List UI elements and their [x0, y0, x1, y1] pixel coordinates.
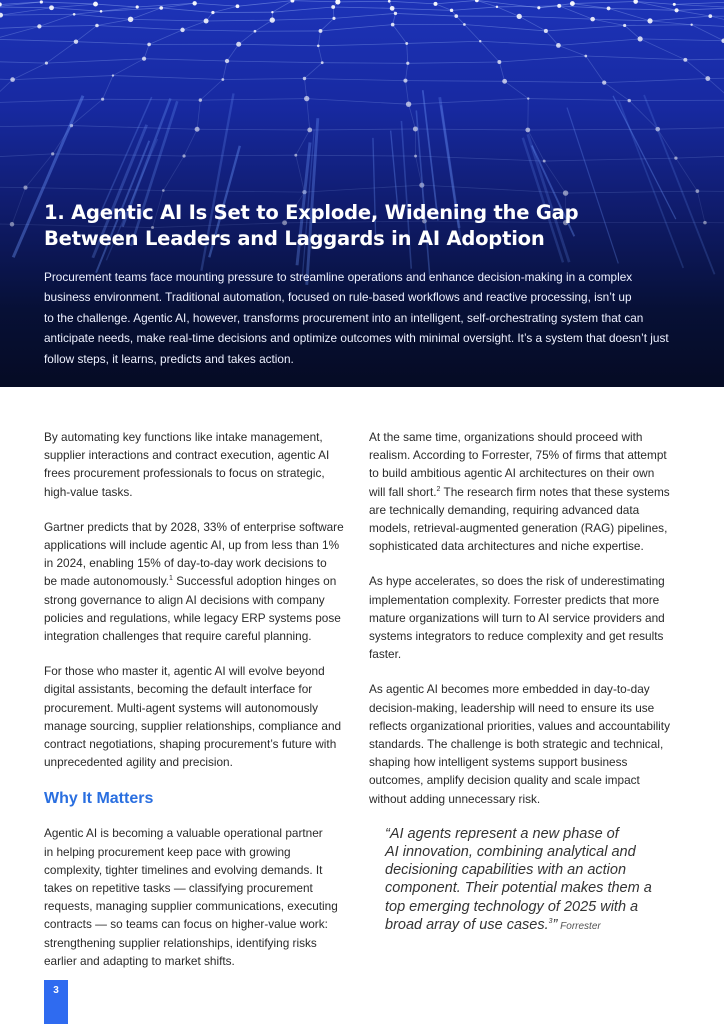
mesh-node	[602, 81, 606, 85]
mesh-link	[195, 3, 238, 6]
intro-line: anticipate needs, make real-time decisions and optimize outcomes with minimal oversight. It’s a system that doesn’t just	[44, 331, 669, 346]
hero-banner	[0, 0, 724, 387]
footnote-ref: 2	[436, 485, 441, 493]
mesh-link	[296, 155, 305, 192]
mesh-link	[333, 7, 392, 8]
mesh-link	[52, 4, 96, 8]
mesh-link	[183, 30, 255, 31]
mesh-link	[609, 8, 650, 20]
mesh-node	[192, 1, 196, 5]
mesh-link	[604, 79, 708, 83]
mesh-node	[147, 43, 151, 47]
mesh-link	[39, 26, 97, 27]
mesh-node	[23, 186, 27, 190]
mesh-link	[41, 2, 95, 4]
mesh-link	[625, 25, 692, 26]
left-column	[44, 428, 356, 987]
mesh-node	[40, 0, 43, 3]
mesh-node	[479, 40, 481, 42]
mesh-link	[318, 46, 322, 63]
mesh-node	[10, 77, 15, 82]
mesh-node	[10, 222, 14, 226]
mesh-node	[584, 55, 587, 58]
mesh-link	[572, 2, 635, 4]
mesh-link	[52, 8, 102, 12]
mesh-node	[303, 77, 306, 80]
mesh-link	[200, 99, 306, 101]
mesh-node	[236, 4, 240, 8]
mesh-node	[180, 28, 184, 32]
mesh-link	[97, 26, 183, 30]
mesh-node	[703, 221, 707, 225]
mesh-node	[450, 9, 453, 12]
pull-quote: “AI agents represent a new phase of AI innovation, combining analytical and decisioning capabilities with an action component. Their potential makes them a top emerging technology of 2025 with a broad array of use cases.$^3$” Forrester	[385, 825, 652, 933]
mesh-link	[650, 21, 692, 25]
mesh-link	[0, 80, 13, 103]
mesh-link	[320, 18, 333, 31]
mesh-node	[388, 0, 391, 3]
mesh-link	[546, 25, 625, 30]
mesh-link	[705, 223, 724, 224]
mesh-node	[37, 24, 41, 28]
mesh-link	[74, 11, 101, 14]
mesh-node	[254, 30, 257, 33]
mesh-link	[304, 63, 322, 79]
mesh-link	[206, 20, 272, 21]
intro-paragraph	[44, 267, 684, 369]
mesh-node	[683, 58, 687, 62]
mesh-node	[406, 101, 411, 106]
mesh-link	[227, 44, 239, 61]
mesh-link	[0, 7, 52, 8]
mesh-link	[408, 62, 500, 63]
mesh-node	[696, 189, 700, 193]
mesh-link	[183, 21, 207, 30]
mesh-link	[546, 31, 559, 45]
why-it-matters-heading: Why It Matters	[44, 790, 154, 808]
mesh-node	[537, 6, 540, 9]
mesh-link	[113, 76, 223, 80]
mesh-link	[292, 1, 337, 2]
mesh-link	[558, 45, 585, 56]
quote-source: Forrester	[557, 920, 601, 932]
paragraph: At the same time, organizations should proceed with realism. According to Forrester, 75% of firms that attempt to build ambitious agentic AI architectures on their own will fall short.$^2$ The research firm notes that these systems are technically demanding, requiring advanced data models, retrieval-augmented generation (RAG) pipelines, sophisticated data architectures and niche expertise.	[369, 430, 670, 554]
mesh-link	[197, 100, 200, 129]
mesh-node	[543, 160, 546, 163]
mesh-link	[1, 8, 52, 15]
mesh-link	[609, 8, 677, 10]
mesh-link	[322, 63, 408, 64]
mesh-link	[163, 190, 304, 192]
mesh-link	[692, 25, 724, 28]
mesh-node	[195, 127, 200, 132]
mesh-link	[497, 7, 519, 16]
mesh-link	[389, 1, 435, 4]
mesh-link	[528, 129, 658, 130]
mesh-link	[25, 154, 52, 188]
mesh-link	[161, 8, 213, 13]
mesh-link	[629, 101, 657, 130]
mesh-node	[51, 152, 54, 155]
mesh-link	[409, 99, 529, 105]
mesh-link	[13, 63, 47, 79]
mesh-node	[496, 6, 498, 8]
mesh-link	[405, 63, 407, 80]
mesh-node	[638, 36, 643, 41]
mesh-link	[296, 155, 416, 156]
mesh-link	[304, 185, 421, 192]
mesh-node	[136, 5, 139, 8]
mesh-link	[113, 59, 144, 76]
mesh-link	[625, 25, 640, 38]
mesh-link	[318, 31, 320, 46]
mesh-link	[239, 44, 319, 46]
mesh-node	[475, 0, 479, 2]
mesh-node	[527, 97, 529, 99]
mesh-link	[0, 26, 39, 30]
mesh-node	[556, 43, 561, 48]
mesh-link	[392, 8, 451, 10]
mesh-link	[71, 126, 197, 130]
section-title	[44, 200, 684, 252]
mesh-node	[221, 78, 224, 81]
mesh-link	[255, 20, 272, 31]
mesh-node	[497, 60, 501, 64]
mesh-link	[97, 19, 131, 25]
mesh-link	[677, 10, 711, 16]
mesh-link	[318, 43, 406, 45]
mesh-link	[184, 129, 197, 156]
intro-line: follow steps, it learns, predicts and takes action.	[44, 351, 294, 366]
mesh-link	[393, 25, 407, 44]
mesh-link	[505, 81, 529, 98]
mesh-link	[405, 81, 504, 82]
mesh-node	[463, 23, 466, 26]
page-number: 3	[44, 980, 68, 1024]
mesh-link	[586, 56, 686, 60]
mesh-node	[405, 42, 408, 45]
footnote-ref: 1	[169, 575, 173, 583]
mesh-link	[213, 6, 238, 12]
mesh-link	[559, 6, 592, 19]
mesh-node	[182, 154, 185, 157]
mesh-link	[272, 7, 333, 12]
mesh-link	[415, 129, 527, 130]
mesh-link	[197, 129, 310, 130]
mesh-node	[403, 79, 407, 83]
mesh-link	[310, 129, 416, 130]
mesh-link	[101, 8, 161, 11]
mesh-link	[499, 62, 504, 81]
mesh-node	[674, 156, 677, 159]
mesh-link	[505, 81, 605, 82]
mesh-node	[211, 11, 214, 14]
mesh-link	[499, 56, 585, 62]
mesh-link	[674, 2, 724, 4]
mesh-link	[677, 8, 724, 11]
mesh-node	[225, 59, 229, 63]
mesh-node	[673, 3, 676, 6]
mesh-node	[406, 62, 409, 65]
mesh-node	[95, 24, 99, 28]
mesh-node	[433, 2, 437, 6]
mesh-link	[239, 31, 255, 44]
mesh-link	[13, 76, 113, 80]
mesh-link	[407, 43, 408, 63]
mesh-link	[53, 154, 184, 156]
mesh-link	[223, 61, 227, 79]
paragraph: Gartner predicts that by 2028, 33% of enterprise software applications will include agentic AI, up from less than 1% in 2024, enabling 15% of day-to-day work decisions to be made autonomously.$^1$ Successful adoption hinges on strong governance to align AI decisions with company policies and regulations, while legacy ERP systems pose integration challenges that require careful planning.	[44, 519, 344, 644]
mesh-node	[690, 24, 692, 26]
mesh-node	[162, 189, 165, 192]
mesh-link	[307, 99, 409, 105]
mesh-link	[640, 39, 685, 60]
mesh-link	[604, 83, 629, 101]
mesh-link	[708, 77, 724, 79]
mesh-node	[517, 14, 522, 19]
light-streak	[391, 131, 398, 209]
mesh-node	[128, 17, 133, 22]
mesh-link	[395, 13, 456, 16]
mesh-link	[46, 59, 144, 63]
mesh-node	[319, 29, 323, 33]
mesh-node	[93, 2, 98, 7]
mesh-link	[46, 42, 76, 63]
intro-line: Procurement teams face mounting pressure to streamline operations and enhance decision-making in a complex	[44, 270, 633, 284]
mesh-link	[685, 59, 724, 60]
mesh-link	[74, 14, 130, 19]
mesh-link	[405, 81, 408, 105]
mesh-node	[304, 96, 309, 101]
mesh-node	[332, 17, 335, 20]
mesh-node	[294, 154, 297, 157]
mesh-node	[199, 98, 202, 101]
footnote-ref: 3	[548, 918, 553, 926]
mesh-link	[407, 41, 481, 43]
mesh-link	[566, 191, 698, 193]
mesh-link	[435, 4, 451, 10]
mesh-node	[414, 155, 417, 158]
mesh-node	[270, 17, 275, 22]
mesh-link	[544, 158, 676, 161]
mesh-link	[708, 79, 724, 101]
mesh-node	[705, 76, 710, 81]
mesh-node	[628, 99, 631, 102]
mesh-link	[658, 127, 724, 129]
mesh-link	[480, 41, 499, 62]
mesh-node	[647, 18, 652, 23]
mesh-link	[692, 25, 724, 41]
mesh-node	[394, 12, 397, 15]
mesh-link	[96, 4, 138, 7]
mesh-link	[452, 7, 497, 10]
mesh-link	[0, 186, 25, 188]
mesh-node	[73, 13, 76, 16]
mesh-node	[674, 8, 678, 12]
mesh-node	[708, 14, 712, 18]
mesh-node	[0, 13, 3, 18]
mesh-link	[149, 30, 182, 45]
mesh-node	[590, 17, 595, 22]
title-line: 1. Agentic AI Is Set to Explode, Widening the Gap	[44, 201, 579, 224]
mesh-node	[49, 5, 54, 10]
mesh-link	[0, 39, 76, 41]
mesh-node	[290, 0, 294, 3]
mesh-link	[12, 188, 25, 225]
mesh-link	[1, 14, 75, 15]
mesh-node	[544, 29, 548, 33]
mesh-node	[317, 44, 320, 47]
mesh-link	[674, 4, 724, 7]
mesh-link	[304, 78, 405, 80]
mesh-link	[39, 14, 74, 26]
mesh-node	[502, 79, 507, 84]
mesh-node	[236, 42, 241, 47]
mesh-node	[271, 11, 273, 13]
mesh-link	[144, 59, 227, 61]
mesh-node	[557, 4, 561, 8]
mesh-link	[586, 56, 604, 83]
mesh-link	[464, 24, 480, 41]
mesh-link	[338, 1, 389, 2]
mesh-node	[101, 98, 104, 101]
mesh-node	[112, 74, 114, 76]
mesh-node	[633, 0, 638, 4]
mesh-node	[74, 39, 78, 43]
mesh-link	[163, 156, 184, 191]
mesh-link	[137, 3, 194, 7]
mesh-link	[640, 39, 723, 41]
mesh-link	[697, 191, 724, 192]
intro-line: to the challenge. Agentic AI, however, transforms procurement into an intelligent, self-orchestrating system that can	[44, 310, 644, 325]
mesh-node	[623, 24, 626, 27]
mesh-link	[0, 99, 103, 103]
mesh-node	[607, 7, 611, 11]
mesh-node	[45, 62, 48, 65]
mesh-link	[464, 24, 545, 30]
mesh-link	[223, 78, 305, 79]
mesh-link	[272, 18, 334, 20]
mesh-link	[76, 26, 97, 42]
mesh-link	[676, 154, 724, 158]
mesh-link	[131, 19, 207, 21]
mesh-link	[480, 41, 558, 45]
mesh-node	[321, 61, 324, 64]
mesh-node	[100, 10, 103, 13]
mesh-node	[525, 128, 530, 133]
mesh-link	[435, 0, 476, 3]
mesh-link	[25, 188, 163, 191]
mesh-link	[0, 154, 53, 160]
mesh-link	[697, 191, 705, 222]
mesh-node	[390, 6, 395, 11]
paragraph: Agentic AI is becoming a valuable operational partner in helping procurement keep pace with growing complexity, tighter timelines and evolving demands. It takes on repetitive tasks — classifying procurement requests, managing supplier communications, executing contracts — so teams can focus on higher-value work: strengthening supplier relationships, identifying risks earlier and adapting to market shifts.	[44, 826, 338, 968]
paragraph: By automating key functions like intake management, supplier interactions and contract execution, agentic AI frees procurement professionals to focus on strategic, high-value tasks.	[44, 430, 330, 499]
paragraph: As hype accelerates, so does the risk of underestimating implementation complexity. Forrester predicts that more mature organizations will turn to AI service providers and systems integrators to reduce complexity and get results faster.	[369, 574, 665, 662]
mesh-node	[570, 1, 575, 6]
mesh-link	[307, 99, 310, 130]
mesh-node	[159, 6, 163, 10]
mesh-link	[416, 156, 545, 161]
mesh-node	[563, 190, 568, 195]
mesh-link	[0, 61, 46, 63]
mesh-link	[320, 25, 392, 31]
mesh-link	[685, 60, 707, 79]
title-line: Between Leaders and Laggards in AI Adoption	[44, 227, 545, 250]
mesh-link	[334, 13, 395, 18]
mesh-node	[142, 57, 146, 61]
mesh-link	[409, 104, 416, 129]
mesh-link	[184, 155, 296, 156]
mesh-node	[391, 23, 395, 27]
mesh-link	[103, 76, 113, 100]
mesh-link	[76, 42, 149, 45]
mesh-link	[519, 16, 592, 19]
intro-line: business environment. Traditional automation, focused on rule-based workflows and reactive processing, isn’t up	[44, 290, 632, 305]
mesh-node	[307, 128, 312, 133]
mesh-link	[304, 78, 306, 98]
right-column	[369, 428, 687, 936]
mesh-link	[558, 39, 640, 46]
mesh-node	[454, 14, 458, 18]
paragraph: As agentic AI becomes more embedded in day-to-day decision-making, leadership will need to ensure its use reflects organizational priorities, values and accountability standards. The challenge is both strategic and technical, shaping how intelligent systems support business outcomes, amplify decision quality and scale impact without adding unnecessary risk.	[369, 682, 670, 806]
mesh-node	[204, 18, 209, 23]
mesh-link	[200, 79, 222, 100]
paragraph: For those who master it, agentic AI will evolve beyond digital assistants, becoming the default interface for procurement. Multi-agent systems will autonomously manage sourcing, supplier relationships, compliance and contract negotiations, shaping procurement’s future with unprecedented agility and precision.	[44, 664, 342, 770]
mesh-link	[144, 44, 149, 58]
mesh-node	[331, 5, 335, 9]
mesh-link	[650, 16, 710, 21]
mesh-link	[0, 126, 71, 128]
mesh-link	[227, 61, 322, 63]
